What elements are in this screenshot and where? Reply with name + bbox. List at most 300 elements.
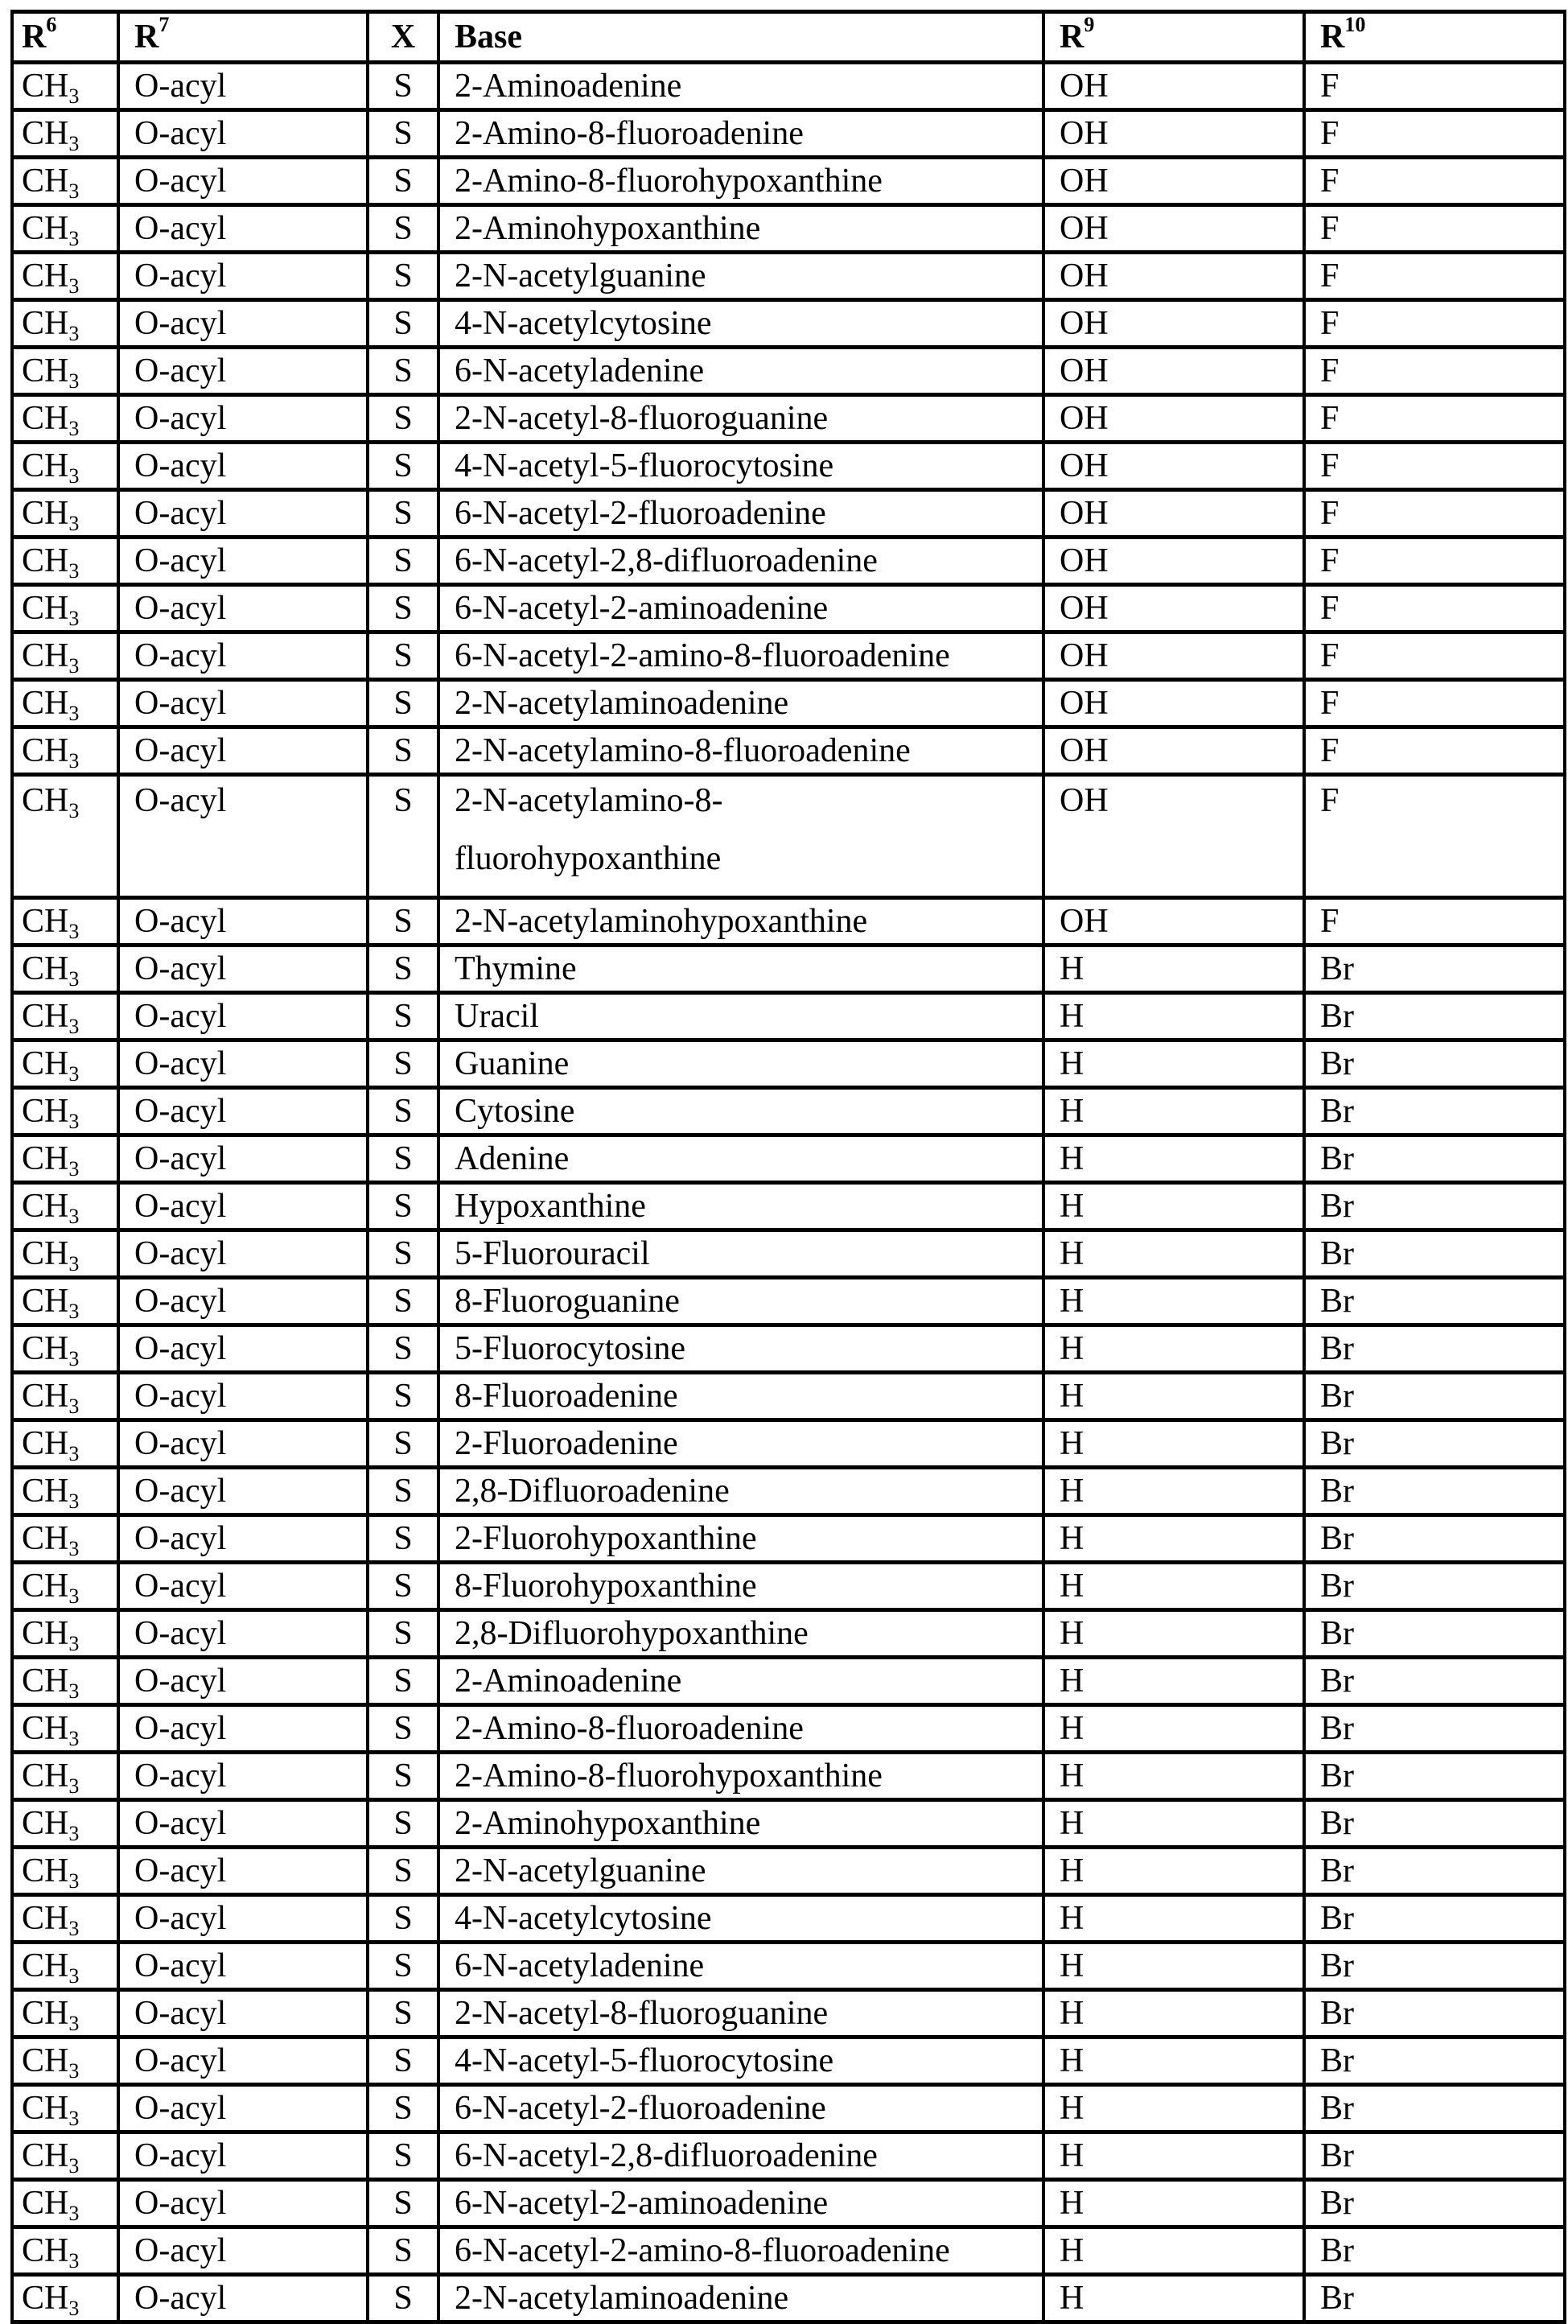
table-row (12, 395, 1565, 443)
cell-r10: Br (1304, 1705, 1565, 1753)
cell-r10: F (1304, 680, 1565, 727)
cell-r10: Br (1304, 1753, 1565, 1800)
cell-r6: $CH_3$ (12, 300, 118, 348)
table-row (12, 1848, 1565, 1895)
cell-x: S (368, 1943, 438, 1990)
cell-r9: H (1043, 1040, 1304, 1088)
cell-x: S (368, 993, 438, 1040)
table-row (12, 1183, 1565, 1230)
cell-x: S (368, 63, 438, 110)
cell-base: 4-N-acetylcytosine (438, 1895, 1043, 1943)
r6-subscript: 3 (68, 1062, 80, 1086)
cell-r9: H (1043, 1468, 1304, 1515)
cell-base: 2-N-acetylamino-8-fluoroadenine (438, 727, 1043, 775)
cell-r6: $CH_3$ (12, 2180, 118, 2227)
cell-r7: O-acyl (118, 1848, 368, 1895)
cell-r9: OH (1043, 727, 1304, 775)
cell-r6: $CH_3$ (12, 1468, 118, 1515)
cell-r10: Br (1304, 1943, 1565, 1990)
table-row (12, 1943, 1565, 1990)
cell-x: S (368, 898, 438, 946)
cell-r10: Br (1304, 946, 1565, 993)
table-row (12, 946, 1565, 993)
cell-r6: $CH_3$ (12, 1135, 118, 1183)
cell-base: 2-Fluoroadenine (438, 1420, 1043, 1468)
r6-subscript: 3 (68, 2059, 80, 2083)
cell-r9: H (1043, 1230, 1304, 1278)
cell-r7: O-acyl (118, 1373, 368, 1420)
r6-subscript: 3 (68, 1395, 80, 1418)
column-header-r7 (118, 12, 368, 63)
cell-r7: O-acyl (118, 1753, 368, 1800)
column-label: Base (455, 19, 522, 56)
cell-r7: O-acyl (118, 538, 368, 585)
r6-subscript: 3 (68, 417, 80, 440)
column-header-base (438, 12, 1043, 63)
cell-base: 2-N-acetyl-8-fluoroguanine (438, 1990, 1043, 2038)
cell-r9: H (1043, 1610, 1304, 1658)
base-text-line: fluorohypoxanthine (455, 840, 722, 877)
cell-x: S (368, 1325, 438, 1373)
cell-r10: F (1304, 110, 1565, 158)
cell-base: 2-Amino-8-fluorohypoxanthine (438, 158, 1043, 205)
cell-r7: O-acyl (118, 1088, 368, 1135)
cell-r10: F (1304, 158, 1565, 205)
r6-subscript: 3 (68, 1490, 80, 1513)
table-row (12, 490, 1565, 538)
cell-r9: OH (1043, 898, 1304, 946)
cell-r9: H (1043, 1753, 1304, 1800)
cell-r9: OH (1043, 443, 1304, 490)
cell-x: S (368, 490, 438, 538)
table-row (12, 1610, 1565, 1658)
cell-x: S (368, 300, 438, 348)
r6-subscript: 3 (68, 1205, 80, 1228)
table-row (12, 443, 1565, 490)
cell-r6: $CH_3$ (12, 680, 118, 727)
cell-r7: O-acyl (118, 1705, 368, 1753)
cell-r10: Br (1304, 1183, 1565, 1230)
cell-base: 2-Aminoadenine (438, 63, 1043, 110)
cell-r7: O-acyl (118, 395, 368, 443)
table-row (12, 300, 1565, 348)
table-body (12, 63, 1565, 2322)
cell-x: S (368, 1183, 438, 1230)
column-label-superscript: 6 (46, 13, 57, 36)
cell-x: S (368, 1990, 438, 2038)
r6-subscript: 3 (68, 2107, 80, 2130)
cell-base: Hypoxanthine (438, 1183, 1043, 1230)
cell-r7: O-acyl (118, 205, 368, 253)
cell-r6: $CH_3$ (12, 63, 118, 110)
cell-x: S (368, 585, 438, 633)
cell-r6: $CH_3$ (12, 1800, 118, 1848)
cell-base: Guanine (438, 1040, 1043, 1088)
cell-r7: O-acyl (118, 585, 368, 633)
r6-subscript: 3 (68, 1822, 80, 1845)
cell-base: 8-Fluorohypoxanthine (438, 1563, 1043, 1610)
cell-x: S (368, 1895, 438, 1943)
cell-r9: H (1043, 1373, 1304, 1420)
cell-r6: $CH_3$ (12, 1183, 118, 1230)
cell-x: S (368, 1515, 438, 1563)
r6-subscript: 3 (68, 322, 80, 345)
cell-base: 5-Fluorocytosine (438, 1325, 1043, 1373)
cell-base: 2,8-Difluorohypoxanthine (438, 1610, 1043, 1658)
r6-subscript: 3 (68, 2202, 80, 2225)
cell-x: S (368, 1373, 438, 1420)
cell-r7: O-acyl (118, 490, 368, 538)
cell-x: S (368, 727, 438, 775)
r6-subscript: 3 (68, 607, 80, 630)
cell-r6: $CH_3$ (12, 993, 118, 1040)
cell-r9: H (1043, 1515, 1304, 1563)
r6-subscript: 3 (68, 1679, 80, 1703)
cell-r10: Br (1304, 2275, 1565, 2322)
r6-subscript: 3 (68, 2249, 80, 2272)
r6-subscript: 3 (68, 512, 80, 535)
cell-x: S (368, 110, 438, 158)
column-label-superscript: 10 (1344, 13, 1366, 36)
cell-r9: H (1043, 993, 1304, 1040)
cell-x: S (368, 2227, 438, 2275)
r6-subscript: 3 (68, 84, 80, 108)
cell-r9: OH (1043, 348, 1304, 395)
cell-r10: Br (1304, 1848, 1565, 1895)
cell-base: 2-Amino-8-fluoroadenine (438, 110, 1043, 158)
cell-r7: O-acyl (118, 300, 368, 348)
cell-r6: $CH_3$ (12, 253, 118, 300)
cell-r10: Br (1304, 1610, 1565, 1658)
column-header-r6 (12, 12, 118, 63)
table-row (12, 1800, 1565, 1848)
cell-x: S (368, 395, 438, 443)
table-row (12, 1753, 1565, 1800)
cell-base: 6-N-acetyl-2-aminoadenine (438, 585, 1043, 633)
cell-r7: O-acyl (118, 946, 368, 993)
cell-r10: Br (1304, 2180, 1565, 2227)
cell-r7: O-acyl (118, 1325, 368, 1373)
cell-r6: $CH_3$ (12, 1943, 118, 1990)
r6-subscript: 3 (68, 1632, 80, 1655)
table-row (12, 2227, 1565, 2275)
cell-base: 2-Amino-8-fluorohypoxanthine (438, 1753, 1043, 1800)
cell-r7: O-acyl (118, 993, 368, 1040)
cell-base: 4-N-acetyl-5-fluorocytosine (438, 2038, 1043, 2085)
table-row (12, 1895, 1565, 1943)
cell-r6: $CH_3$ (12, 1753, 118, 1800)
cell-r9: OH (1043, 680, 1304, 727)
r6-subscript: 3 (68, 1537, 80, 1560)
cell-r10: F (1304, 490, 1565, 538)
cell-base: Adenine (438, 1135, 1043, 1183)
cell-x: S (368, 1563, 438, 1610)
cell-base: 8-Fluoroadenine (438, 1373, 1043, 1420)
cell-r9: OH (1043, 158, 1304, 205)
r6-subscript: 3 (68, 369, 80, 393)
table-row (12, 1705, 1565, 1753)
table-row (12, 2085, 1565, 2132)
cell-r9: OH (1043, 253, 1304, 300)
cell-r10: F (1304, 205, 1565, 253)
cell-r7: O-acyl (118, 1183, 368, 1230)
cell-r7: O-acyl (118, 348, 368, 395)
cell-base: 2-N-acetyl-8-fluoroguanine (438, 395, 1043, 443)
cell-r6: $CH_3$ (12, 1705, 118, 1753)
cell-x: S (368, 1610, 438, 1658)
r6-subscript: 3 (68, 132, 80, 155)
cell-r6: $CH_3$ (12, 1658, 118, 1705)
r6-subscript: 3 (68, 1917, 80, 1940)
cell-r10: Br (1304, 1658, 1565, 1705)
cell-r10: Br (1304, 1563, 1565, 1610)
r6-subscript: 3 (68, 967, 80, 991)
cell-r6: $CH_3$ (12, 490, 118, 538)
cell-base: 2-Aminohypoxanthine (438, 1800, 1043, 1848)
cell-r10: F (1304, 727, 1565, 775)
table-row (12, 1325, 1565, 1373)
cell-base (438, 775, 1043, 898)
cell-r10: Br (1304, 1990, 1565, 2038)
r6-subscript: 3 (68, 1252, 80, 1275)
cell-base: 5-Fluorouracil (438, 1230, 1043, 1278)
cell-r9: H (1043, 2275, 1304, 2322)
cell-r10: F (1304, 348, 1565, 395)
r6-subscript: 3 (68, 464, 80, 488)
cell-x: S (368, 633, 438, 680)
r6-subscript: 3 (68, 1727, 80, 1750)
cell-base: 6-N-acetyl-2,8-difluoroadenine (438, 2132, 1043, 2180)
header-row (12, 12, 1565, 63)
table-row (12, 1468, 1565, 1515)
table-row (12, 63, 1565, 110)
cell-r9: H (1043, 2227, 1304, 2275)
cell-r6: $CH_3$ (12, 727, 118, 775)
cell-r10: F (1304, 775, 1565, 898)
cell-r6: $CH_3$ (12, 633, 118, 680)
cell-r10: F (1304, 253, 1565, 300)
r6-subscript: 3 (68, 2012, 80, 2035)
cell-x: S (368, 2132, 438, 2180)
r6-subscript: 3 (68, 654, 80, 678)
cell-r9: H (1043, 946, 1304, 993)
r6-subscript: 3 (68, 179, 80, 203)
cell-r10: Br (1304, 1088, 1565, 1135)
cell-x: S (368, 1230, 438, 1278)
cell-r6: $CH_3$ (12, 110, 118, 158)
table-row (12, 633, 1565, 680)
cell-base: Cytosine (438, 1088, 1043, 1135)
cell-r10: F (1304, 395, 1565, 443)
cell-r9: H (1043, 1990, 1304, 2038)
cell-r10: Br (1304, 1278, 1565, 1325)
cell-r6: $CH_3$ (12, 348, 118, 395)
cell-x: S (368, 946, 438, 993)
cell-base: 6-N-acetyl-2-fluoroadenine (438, 2085, 1043, 2132)
r6-subscript: 3 (68, 1347, 80, 1370)
cell-r6: $CH_3$ (12, 1420, 118, 1468)
cell-r6: $CH_3$ (12, 158, 118, 205)
cell-r10: Br (1304, 1230, 1565, 1278)
table-row (12, 1515, 1565, 1563)
r6-subscript: 3 (68, 1869, 80, 1893)
cell-r9: H (1043, 1135, 1304, 1183)
base-text-line: 2-N-acetylamino-8- (455, 782, 723, 819)
cell-r7: O-acyl (118, 158, 368, 205)
cell-r10: F (1304, 443, 1565, 490)
table-row (12, 2275, 1565, 2322)
table-row (12, 1990, 1565, 2038)
cell-r6: $CH_3$ (12, 2275, 118, 2322)
cell-r6: $CH_3$ (12, 2038, 118, 2085)
column-label-superscript: 9 (1084, 13, 1095, 36)
cell-r7: O-acyl (118, 2275, 368, 2322)
table-row (12, 205, 1565, 253)
cell-r7: O-acyl (118, 1515, 368, 1563)
cell-r6: $CH_3$ (12, 1990, 118, 2038)
r6-subscript: 3 (68, 702, 80, 725)
cell-base: 2-N-acetylaminoadenine (438, 680, 1043, 727)
cell-base: 2-N-acetylguanine (438, 1848, 1043, 1895)
cell-r6: $CH_3$ (12, 538, 118, 585)
cell-r6: $CH_3$ (12, 1278, 118, 1325)
cell-r9: OH (1043, 300, 1304, 348)
table-row (12, 1230, 1565, 1278)
cell-x: S (368, 775, 438, 898)
cell-r7: O-acyl (118, 1135, 368, 1183)
cell-x: S (368, 1040, 438, 1088)
cell-r7: O-acyl (118, 1230, 368, 1278)
cell-r10: Br (1304, 1895, 1565, 1943)
cell-r6: $CH_3$ (12, 1610, 118, 1658)
cell-x: S (368, 1658, 438, 1705)
cell-r7: O-acyl (118, 2085, 368, 2132)
cell-base: 6-N-acetyladenine (438, 348, 1043, 395)
r6-subscript: 3 (68, 1584, 80, 1608)
cell-r7: O-acyl (118, 898, 368, 946)
cell-base: 6-N-acetyl-2-amino-8-fluoroadenine (438, 633, 1043, 680)
r6-subscript: 3 (68, 1300, 80, 1323)
cell-r6: $CH_3$ (12, 395, 118, 443)
cell-x: S (368, 1705, 438, 1753)
cell-r9: H (1043, 1848, 1304, 1895)
cell-r6: $CH_3$ (12, 946, 118, 993)
cell-r10: Br (1304, 1373, 1565, 1420)
cell-r10: Br (1304, 993, 1565, 1040)
cell-r9: H (1043, 1183, 1304, 1230)
column-label: X (390, 19, 416, 56)
table-row (12, 1088, 1565, 1135)
cell-r10: Br (1304, 1420, 1565, 1468)
cell-r6: $CH_3$ (12, 205, 118, 253)
cell-r9: OH (1043, 490, 1304, 538)
cell-x: S (368, 680, 438, 727)
table-row (12, 1658, 1565, 1705)
r6-subscript: 3 (68, 274, 80, 298)
cell-r7: O-acyl (118, 1990, 368, 2038)
table-row (12, 158, 1565, 205)
cell-r6: $CH_3$ (12, 1848, 118, 1895)
cell-r7: O-acyl (118, 1040, 368, 1088)
cell-r7: O-acyl (118, 775, 368, 898)
cell-r9: OH (1043, 538, 1304, 585)
cell-r7: O-acyl (118, 1278, 368, 1325)
table-row (12, 1563, 1565, 1610)
table-row (12, 898, 1565, 946)
table-row (12, 1135, 1565, 1183)
table-row (12, 993, 1565, 1040)
cell-r10: Br (1304, 1800, 1565, 1848)
cell-r9: H (1043, 2085, 1304, 2132)
column-label: R (134, 19, 159, 56)
column-label: R (1320, 19, 1345, 56)
table-row (12, 680, 1565, 727)
cell-x: S (368, 1753, 438, 1800)
cell-x: S (368, 1135, 438, 1183)
r6-subscript: 3 (68, 1774, 80, 1798)
r6-subscript: 3 (68, 1157, 80, 1181)
table-row (12, 2132, 1565, 2180)
cell-r7: O-acyl (118, 1610, 368, 1658)
cell-r9: OH (1043, 110, 1304, 158)
cell-r10: Br (1304, 1325, 1565, 1373)
cell-r10: Br (1304, 1515, 1565, 1563)
cell-x: S (368, 2085, 438, 2132)
cell-x: S (368, 1278, 438, 1325)
cell-r10: Br (1304, 2227, 1565, 2275)
cell-r10: F (1304, 300, 1565, 348)
compound-table (10, 10, 1566, 2324)
table-row (12, 538, 1565, 585)
cell-r9: H (1043, 2132, 1304, 2180)
table-row (12, 253, 1565, 300)
cell-r7: O-acyl (118, 633, 368, 680)
cell-r9: H (1043, 1800, 1304, 1848)
cell-r10: F (1304, 633, 1565, 680)
cell-r9: OH (1043, 63, 1304, 110)
cell-r7: O-acyl (118, 443, 368, 490)
table-row (12, 1040, 1565, 1088)
cell-r9: H (1043, 1943, 1304, 1990)
cell-r6: $CH_3$ (12, 1230, 118, 1278)
r6-subscript: 3 (68, 559, 80, 583)
cell-base: 6-N-acetyladenine (438, 1943, 1043, 1990)
cell-r6: $CH_3$ (12, 1373, 118, 1420)
table-row (12, 110, 1565, 158)
cell-base: 2-Fluorohypoxanthine (438, 1515, 1043, 1563)
cell-r9: H (1043, 1278, 1304, 1325)
cell-r6: $CH_3$ (12, 775, 118, 898)
cell-base: 2-Aminoadenine (438, 1658, 1043, 1705)
cell-r9: H (1043, 2180, 1304, 2227)
r6-subscript: 3 (68, 799, 80, 822)
r6-subscript: 3 (68, 920, 80, 943)
cell-base: 2-N-acetylaminohypoxanthine (438, 898, 1043, 946)
cell-r10: Br (1304, 1135, 1565, 1183)
r6-subscript: 3 (68, 1964, 80, 1988)
cell-base: 6-N-acetyl-2-fluoroadenine (438, 490, 1043, 538)
r6-subscript: 3 (68, 1442, 80, 1465)
cell-r7: O-acyl (118, 110, 368, 158)
cell-r7: O-acyl (118, 2132, 368, 2180)
table-row (12, 1420, 1565, 1468)
cell-r7: O-acyl (118, 2227, 368, 2275)
cell-base: Uracil (438, 993, 1043, 1040)
cell-r7: O-acyl (118, 1658, 368, 1705)
cell-x: S (368, 205, 438, 253)
cell-r7: O-acyl (118, 680, 368, 727)
r6-subscript: 3 (68, 2154, 80, 2178)
